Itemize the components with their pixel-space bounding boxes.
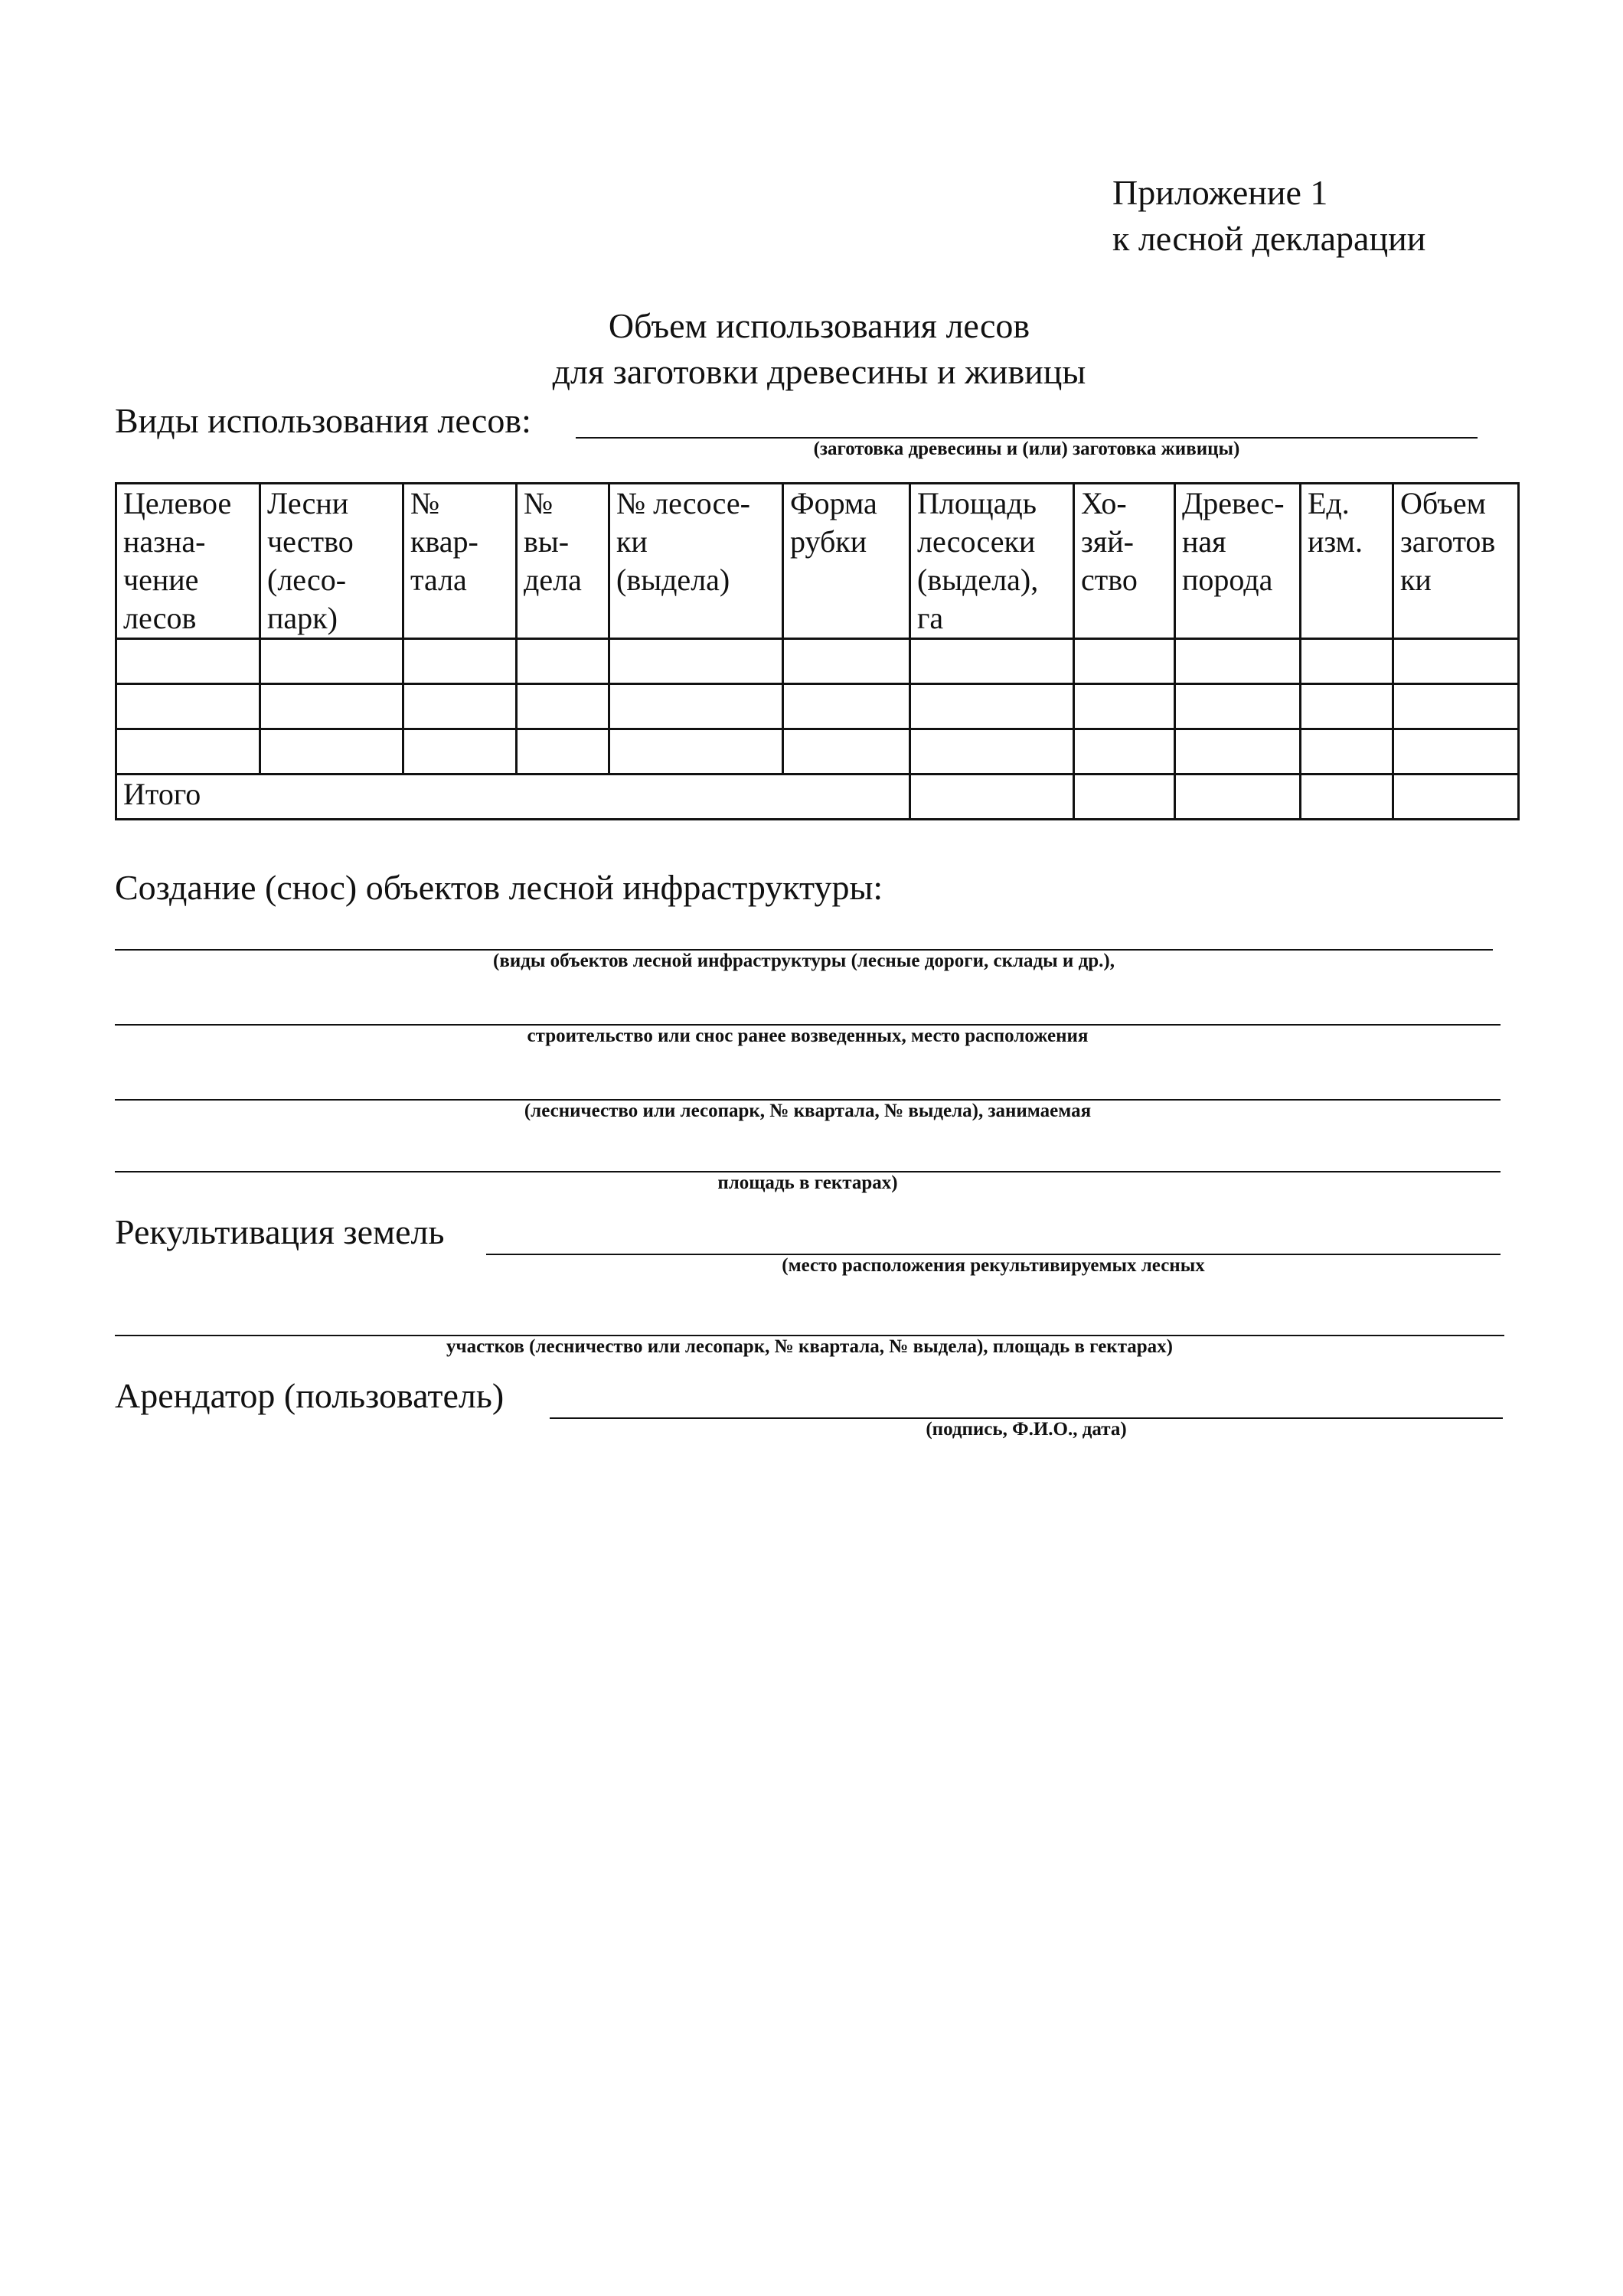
table-cell[interactable] (783, 639, 910, 684)
total-cell[interactable] (1393, 775, 1519, 820)
table-cell[interactable] (1074, 729, 1175, 775)
table-cell[interactable] (1393, 684, 1519, 729)
table-cell[interactable] (609, 729, 783, 775)
table-cell[interactable] (517, 684, 609, 729)
table-cell[interactable] (609, 684, 783, 729)
reclamation-caption-1: (место расположения рекультивируемых лесных (782, 1255, 1205, 1276)
infra-caption-3: (лесничество или лесопарк, № квартала, № выдела), занимаемая (524, 1101, 1092, 1121)
table-cell[interactable] (403, 729, 517, 775)
table-cell[interactable] (910, 729, 1074, 775)
header-cell: Хо- зяй- ство (1074, 484, 1175, 639)
table-cell[interactable] (116, 684, 260, 729)
header-cell: № лесосе- ки (выдела) (609, 484, 783, 639)
header-cell: № квар- тала (403, 484, 517, 639)
header-cell: Целевое назна- чение лесов (116, 484, 260, 639)
harvest-volume-table (115, 482, 1520, 820)
table-cell[interactable] (1301, 684, 1393, 729)
table-cell[interactable] (260, 684, 403, 729)
header-cell: Объем заготов ки (1393, 484, 1519, 639)
table-cell[interactable] (517, 729, 609, 775)
table-cell[interactable] (260, 639, 403, 684)
infra-caption-2: строительство или снос ранее возведенных, место расположения (527, 1026, 1089, 1046)
title-line-2: для заготовки древесины и живицы (552, 352, 1086, 391)
header-cell: Площадь лесосеки (выдела), га (910, 484, 1074, 639)
table-cell[interactable] (1393, 729, 1519, 775)
table-cell[interactable] (1074, 639, 1175, 684)
header-cell: Древес- ная порода (1175, 484, 1301, 639)
table-cell[interactable] (403, 684, 517, 729)
table-cell[interactable] (116, 639, 260, 684)
table-header-row (116, 484, 1519, 639)
table-total-row (116, 775, 1519, 820)
total-label: Итого (116, 775, 910, 820)
table-cell[interactable] (1074, 684, 1175, 729)
usage-caption: (заготовка древесины и (или) заготовка живицы) (813, 439, 1240, 459)
table-cell[interactable] (116, 729, 260, 775)
header-cell: № вы- дела (517, 484, 609, 639)
appendix-line-1: Приложение 1 (1112, 173, 1328, 212)
table-cell[interactable] (1301, 729, 1393, 775)
infra-label: Создание (снос) объектов лесной инфраструктуры: (115, 868, 883, 907)
table-cell[interactable] (609, 639, 783, 684)
tenant-caption: (подпись, Ф.И.О., дата) (926, 1419, 1127, 1440)
appendix-line-2: к лесной декларации (1112, 219, 1426, 258)
table-cell[interactable] (910, 639, 1074, 684)
header-cell: Форма рубки (783, 484, 910, 639)
total-cell[interactable] (910, 775, 1074, 820)
reclamation-label: Рекультивация земель (115, 1212, 445, 1251)
infra-caption-4: площадь в гектарах) (717, 1172, 898, 1193)
table-cell[interactable] (910, 684, 1074, 729)
table-cell[interactable] (783, 729, 910, 775)
header-cell: Лесни чество (лесо- парк) (260, 484, 403, 639)
table-cell[interactable] (1175, 729, 1301, 775)
infra-caption-1: (виды объектов лесной инфраструктуры (лесные дороги, склады и др.), (493, 951, 1115, 971)
tenant-label: Арендатор (пользователь) (115, 1376, 505, 1415)
table-cell[interactable] (783, 684, 910, 729)
table-cell[interactable] (1393, 639, 1519, 684)
document-title (0, 303, 1623, 395)
usage-label: Виды использования лесов: (115, 401, 531, 440)
header-cell: Ед. изм. (1301, 484, 1393, 639)
table-row (116, 684, 1519, 729)
table-cell[interactable] (1175, 639, 1301, 684)
table-cell[interactable] (403, 639, 517, 684)
table-cell[interactable] (517, 639, 609, 684)
total-cell[interactable] (1175, 775, 1301, 820)
title-line-1: Объем использования лесов (608, 306, 1030, 345)
reclamation-caption-2: участков (лесничество или лесопарк, № квартала, № выдела), площадь в гектарах) (446, 1336, 1174, 1357)
table-cell[interactable] (1175, 684, 1301, 729)
total-cell[interactable] (1074, 775, 1175, 820)
table-row (116, 729, 1519, 775)
appendix-heading (1112, 170, 1425, 262)
table-row (116, 639, 1519, 684)
table-cell[interactable] (260, 729, 403, 775)
table-cell[interactable] (1301, 639, 1393, 684)
total-cell[interactable] (1301, 775, 1393, 820)
